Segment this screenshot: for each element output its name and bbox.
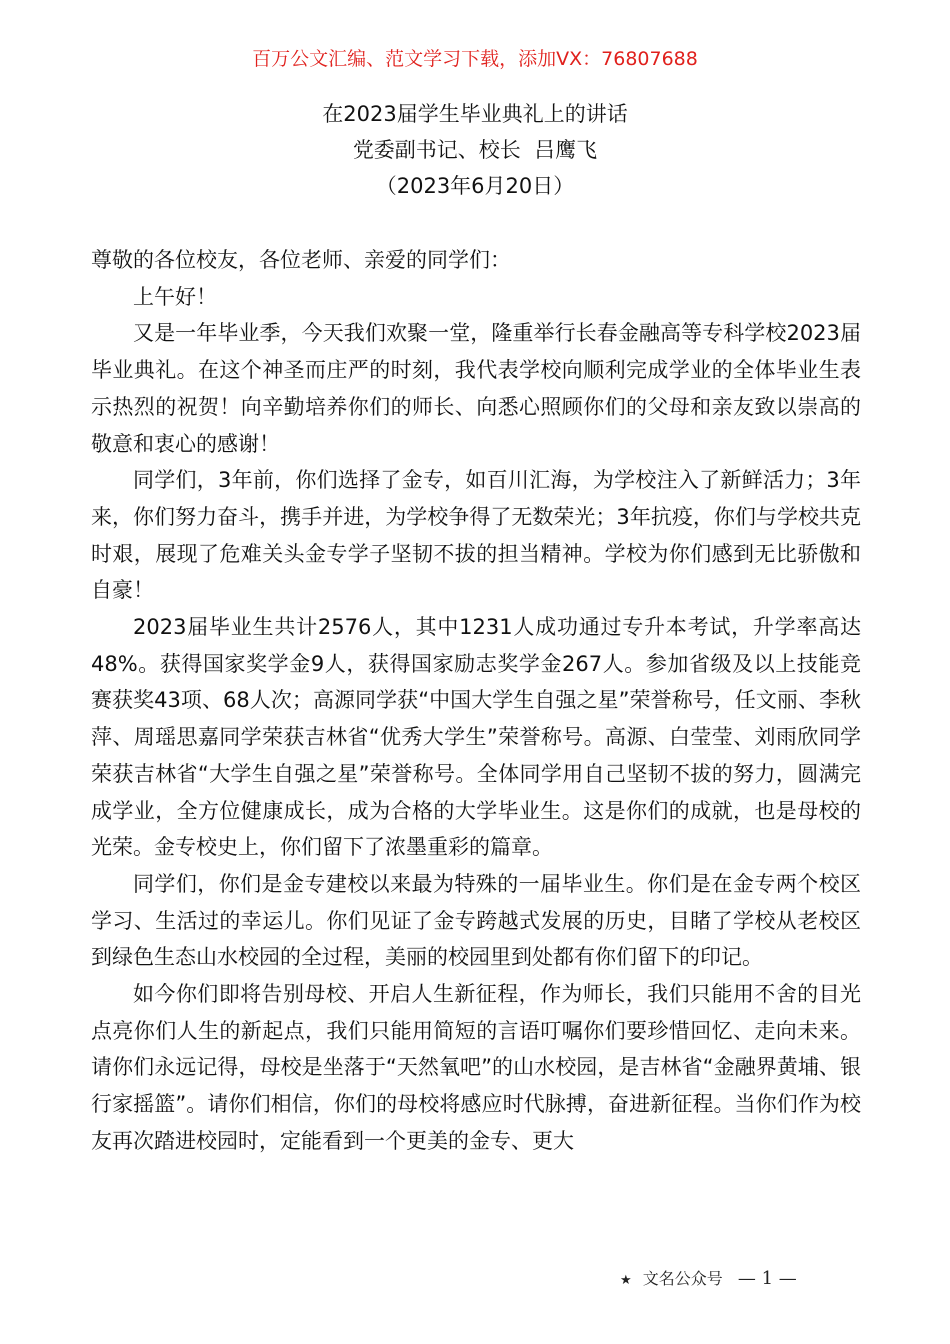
watermark-text: 百万公文汇编、范文学习下载，添加VX：76807688 xyxy=(252,48,698,70)
paragraph-1: 又是一年毕业季，今天我们欢聚一堂，隆重举行长春金融高等专科学校2023届毕业典礼。在这个神圣而庄严的时刻，我代表学校向顺利完成学业的全体毕业生表示热烈的祝贺！向辛勤培养你们的师长、向悉心照顾你们的父母和亲友致以崇高的敬意和衷心的感谢！ xyxy=(91,321,861,456)
paragraph-2: 同学们，3年前，你们选择了金专，如百川汇海，为学校注入了新鲜活力；3年来，你们努力奋斗，携手并进，为学校争得了无数荣光；3年抗疫，你们与学校共克时艰，展现了危难关头金专学子坚韧不拔的担当精神。学校为你们感到无比骄傲和自豪！ xyxy=(91,468,861,603)
speech-date: （2023年6月20日） xyxy=(375,174,575,198)
speaker-line: 党委副书记、校长 吕鹰飞 xyxy=(352,138,598,162)
paragraph-4: 同学们，你们是金专建校以来最为特殊的一届毕业生。你们是在金专两个校区学习、生活过的幸运儿。你们见证了金专跨越式发展的历史，目睹了学校从老校区到绿色生态山水校园的全过程，美丽的校园里到处都有你们留下的印记。 xyxy=(91,871,861,970)
title-block xyxy=(0,96,950,204)
speech-title: 在2023届学生毕业典礼上的讲话 xyxy=(322,102,628,126)
footer-source: 文名公众号 xyxy=(642,1269,723,1288)
paragraph-greeting: 上午好！ xyxy=(133,284,217,309)
paragraph-5: 如今你们即将告别母校、开启人生新征程，作为师长，我们只能用不舍的目光点亮你们人生的新起点，我们只能用简短的言语叮嘱你们要珍惜回忆、走向未来。请你们永远记得，母校是坐落于“天然氧吧”的山水校园，是吉林省“金融界黄埔、银行家摇篮”。请你们相信，你们的母校将感应时代脉搏，奋进新征程。当你们作为校友再次踏进校园时，定能看到一个更美的金专、更大 xyxy=(91,982,861,1153)
salutation: 尊敬的各位校友，各位老师、亲爱的同学们： xyxy=(91,248,511,272)
star-icon: ★ xyxy=(620,1273,632,1288)
paragraph-3: 2023届毕业生共计2576人，其中1231人成功通过专升本考试，升学率高达48%。获得国家奖学金9人，获得国家励志奖学金267人。参加省级及以上技能竞赛获奖43项、68人次；高源同学获“中国大学生自强之星”荣誉称号，任文丽、李秋萍、周瑶思嘉同学荣获吉林省“优秀大学生”荣誉称号。高源、白莹莹、刘雨欣同学荣获吉林省“大学生自强之星”荣誉称号。全体同学用自己坚韧不拔的努力，圆满完成学业，全方位健康成长，成为合格的大学毕业生。这是你们的成就，也是母校的光荣。金专校史上，你们留下了浓墨重彩的篇章。 xyxy=(91,615,861,860)
speech-body xyxy=(91,242,861,1160)
page-number: — 1 — xyxy=(737,1268,797,1289)
page-footer xyxy=(620,1264,797,1296)
